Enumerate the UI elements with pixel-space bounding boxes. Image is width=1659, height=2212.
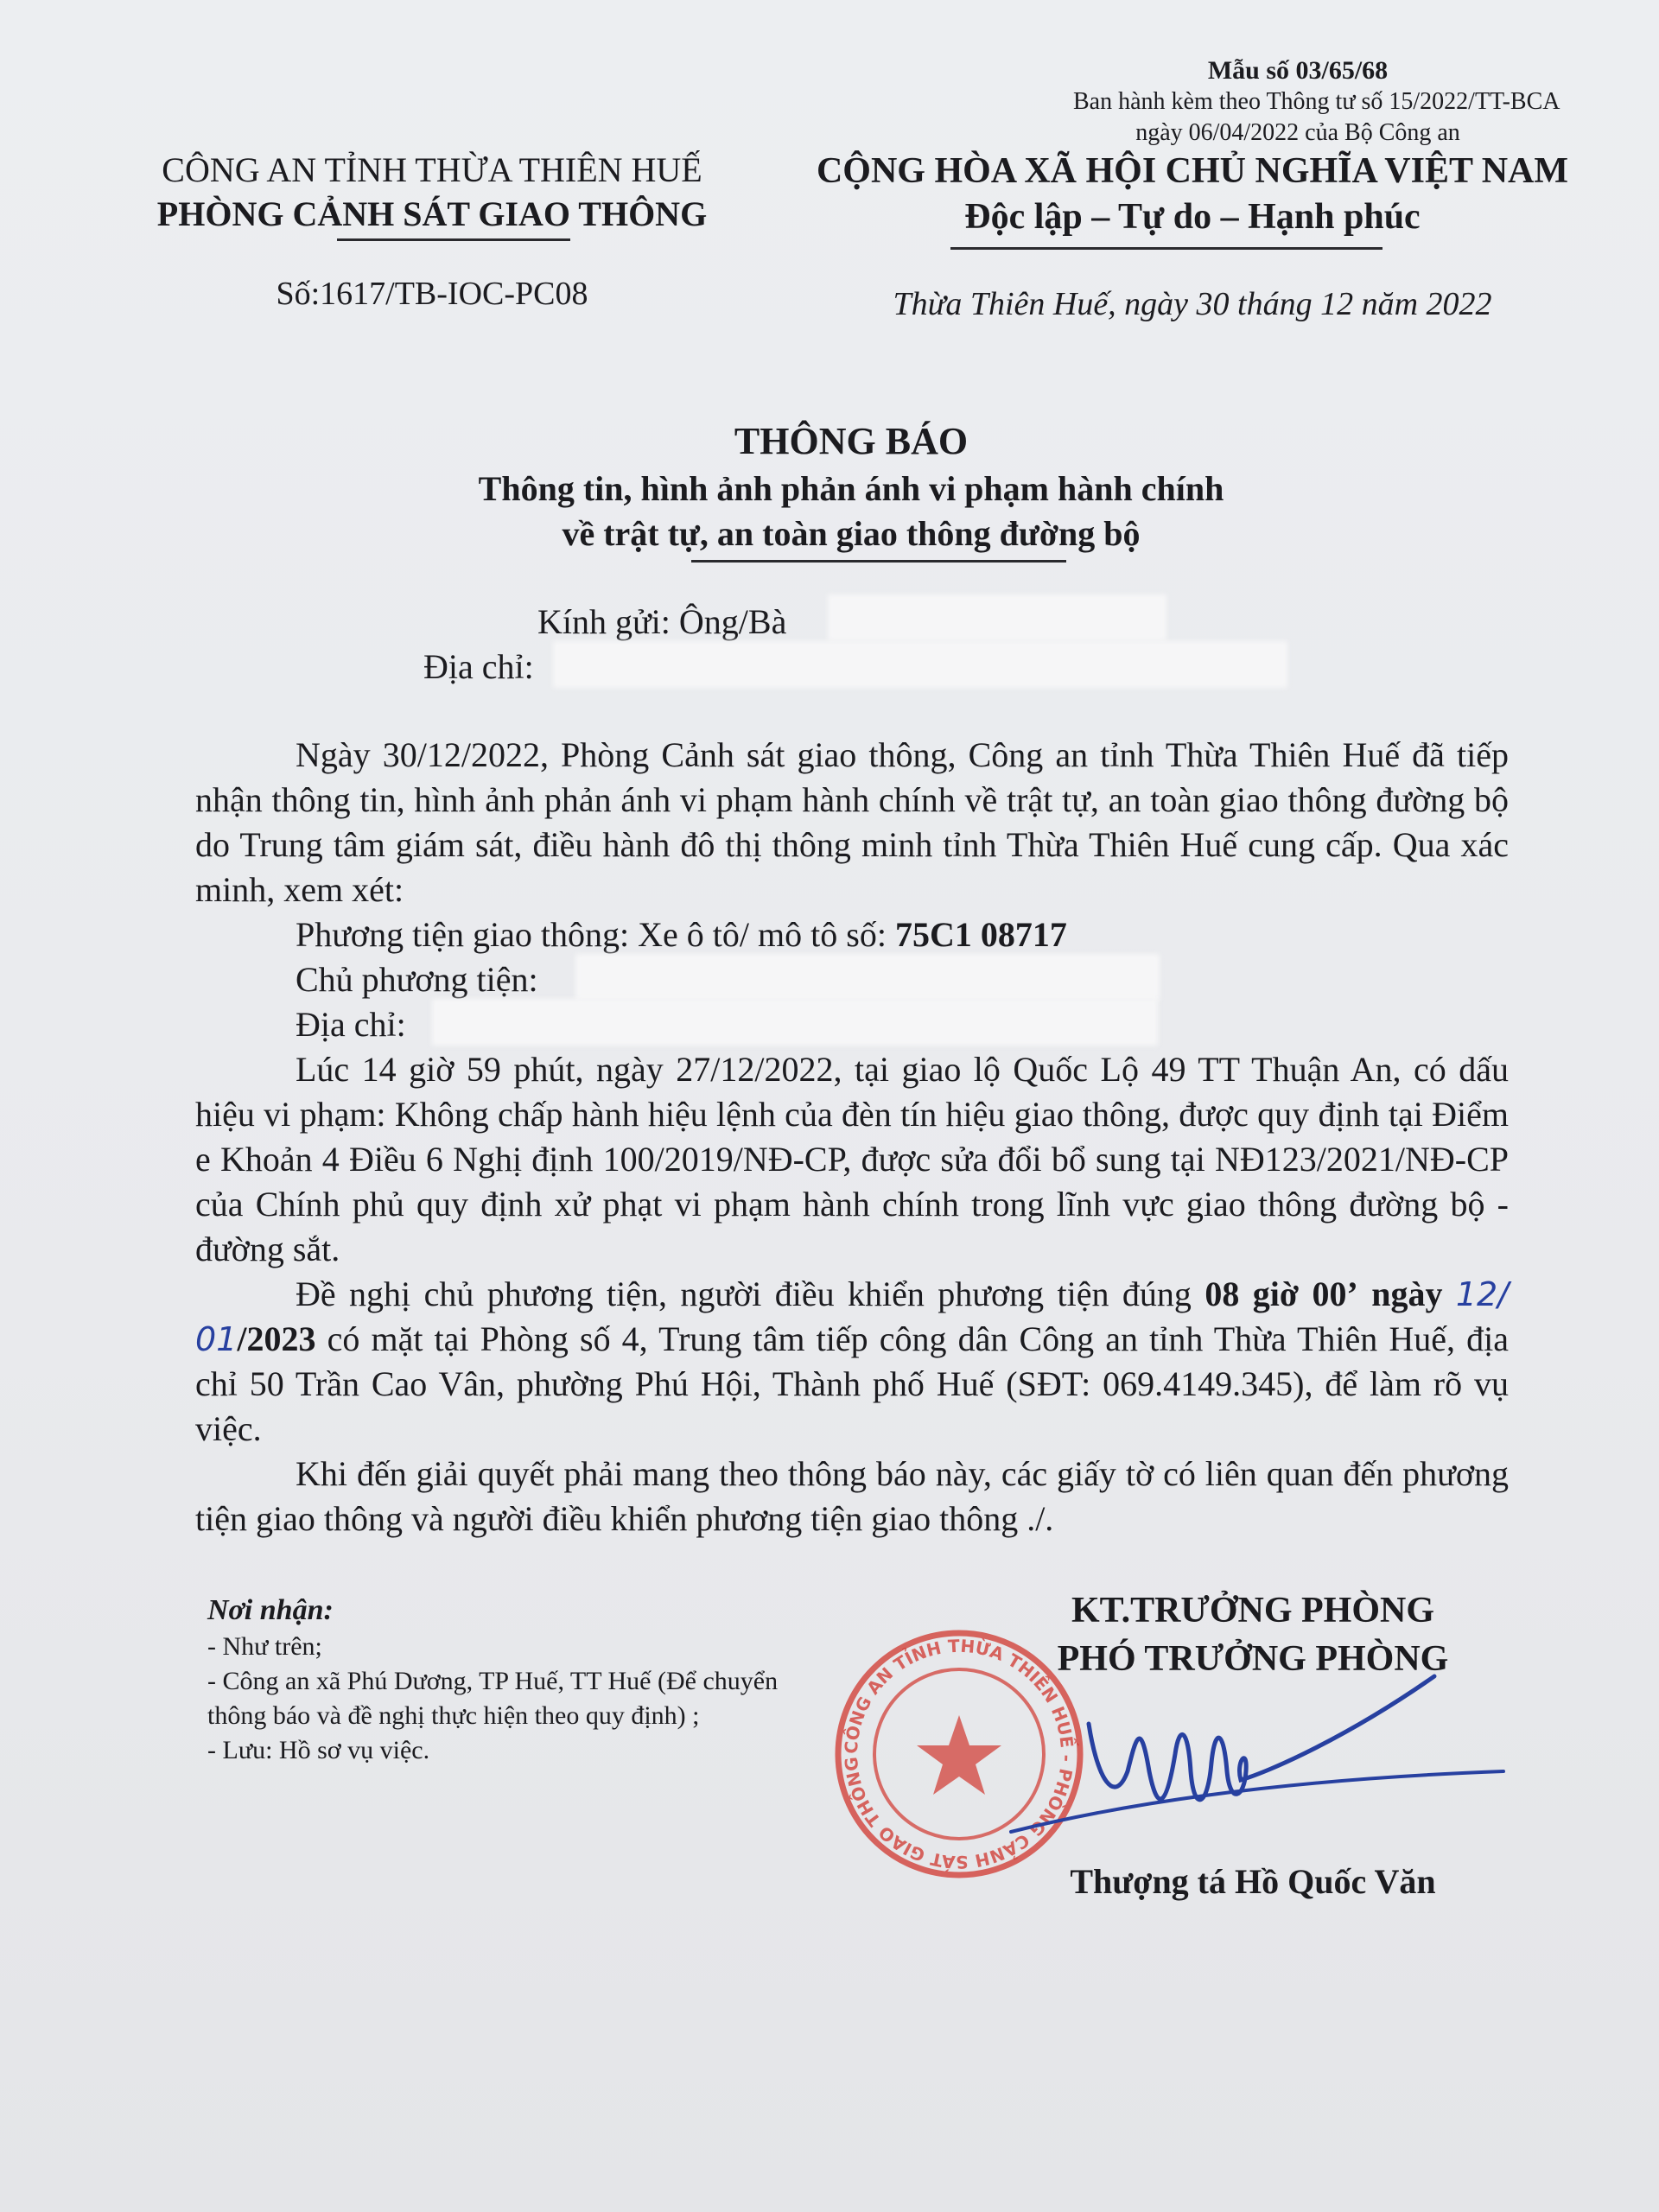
nation-motto: Độc lập – Tự do – Hạnh phúc (964, 197, 1421, 237)
title-sub1: Thông tin, hình ảnh phản ánh vi phạm hành chính (478, 469, 1224, 508)
request-time: 08 giờ 00’ (1205, 1274, 1358, 1313)
agency-parent: CÔNG AN TỈNH THỪA THIÊN HUẾ (162, 150, 702, 189)
title-underline (691, 560, 1066, 563)
signer-name: Thượng tá Hồ Quốc Văn (1070, 1862, 1436, 1901)
addressee-address-label: Địa chỉ: (423, 647, 534, 686)
seal-text: CÔNG AN TỈNH THỪA THIÊN HUẾ - PHÒNG CẢNH SÁT GIAO THÔNG (840, 1635, 1078, 1873)
form-ref-line2: ngày 06/04/2022 của Bộ Công an (1135, 119, 1460, 146)
vehicle-label: Phương tiện giao thông: Xe ô tô/ mô tô số: (296, 915, 895, 954)
issuing-agency (130, 149, 734, 237)
salutation: Kính gửi: Ông/Bà (537, 602, 787, 641)
redacted-owner (575, 954, 1160, 1001)
redacted-address (553, 641, 1287, 688)
request-rest: có mặt tại Phòng số 4, Trung tâm tiếp công dân Công an tỉnh Thừa Thiên Huế, địa chỉ 50 Trần Cao Vân, phường Phú Hội, Thành phố Huế (SĐT: 069.4149.345), để làm rõ vụ việc. (195, 1319, 1509, 1448)
title-main: THÔNG BÁO (734, 420, 969, 462)
signer-title-2: PHÓ TRƯỞNG PHÒNG (1057, 1639, 1449, 1679)
owner-label: Chủ phương tiện: (296, 960, 538, 999)
request-prefix: Đề nghị chủ phương tiện, người điều khiển phương tiện đúng (296, 1274, 1205, 1313)
intro-paragraph: Ngày 30/12/2022, Phòng Cảnh sát giao thông, Công an tỉnh Thừa Thiên Huế đã tiếp nhận thông tin, hình ảnh phản ánh vi phạm hành chính về trật tự, an toàn giao thông đường bộ do Trung tâm giám sát, điều hành đô thị thông minh tỉnh Thừa Thiên Huế cung cấp. Qua xác minh, xem xét: (195, 735, 1509, 909)
recipients-block (207, 1592, 830, 1768)
document-number: Số:1617/TB-IOC-PC08 (276, 276, 588, 312)
redacted-name (828, 594, 1166, 641)
recipient-item: - Công an xã Phú Dương, TP Huế, TT Huế (Để chuyển thông báo và đề nghị thực hiện theo quy định) ; (207, 1667, 779, 1730)
closing-paragraph: Khi đến giải quyết phải mang theo thông báo này, các giấy tờ có liên quan đến phương tiện giao thông và người điều khiển phương tiện giao thông ./. (195, 1454, 1509, 1538)
form-ref-line1: Ban hành kèm theo Thông tư số 15/2022/TT-BCA (1073, 88, 1560, 115)
form-code-block (1073, 55, 1560, 149)
redacted-owner-address (432, 999, 1158, 1046)
recipients-heading: Nơi nhận: (207, 1594, 334, 1626)
owner-address-label: Địa chỉ: (296, 1005, 406, 1044)
request-day-label: ngày (1371, 1274, 1443, 1313)
vehicle-plate: 75C1 08717 (894, 915, 1067, 954)
form-code: Mẫu số 03/65/68 (1207, 56, 1389, 85)
vehicle-line (296, 912, 1067, 957)
handwritten-signature (985, 1642, 1521, 1849)
place-date: Thừa Thiên Huế, ngày 30 tháng 12 năm 2022 (893, 286, 1492, 322)
request-year: /2023 (237, 1319, 316, 1358)
motto-underline (950, 247, 1382, 250)
national-motto (760, 149, 1624, 240)
handwritten-date: 12/ 01 (195, 1275, 1510, 1358)
recipient-item: - Như trên; (207, 1632, 322, 1661)
title-sub2: về trật tự, an toàn giao thông đường bộ (562, 514, 1141, 553)
violation-paragraph: Lúc 14 giờ 59 phút, ngày 27/12/2022, tại giao lộ Quốc Lộ 49 TT Thuận An, có dấu hiệu vi phạm: Không chấp hành hiệu lệnh của đèn tín hiệu giao thông, được quy định tại Điểm e Khoản 4 Điều 6 Nghị định 100/2019/NĐ-CP, được sửa đổi bổ sung tại NĐ123/2021/NĐ-CP của Chính phủ quy định xử phạt vi phạm hành chính trong lĩnh vực giao thông đường bộ - đường sắt. (195, 1050, 1509, 1268)
request-paragraph (195, 1272, 1509, 1452)
agency-underline (337, 238, 570, 241)
recipient-item: - Lưu: Hồ sơ vụ việc. (207, 1736, 430, 1764)
agency-name: PHÒNG CẢNH SÁT GIAO THÔNG (156, 194, 708, 233)
nation-name: CỘNG HÒA XÃ HỘI CHỦ NGHĨA VIỆT NAM (816, 151, 1569, 191)
document-title (0, 416, 1659, 556)
signer-title-1: KT.TRƯỞNG PHÒNG (1071, 1591, 1434, 1630)
